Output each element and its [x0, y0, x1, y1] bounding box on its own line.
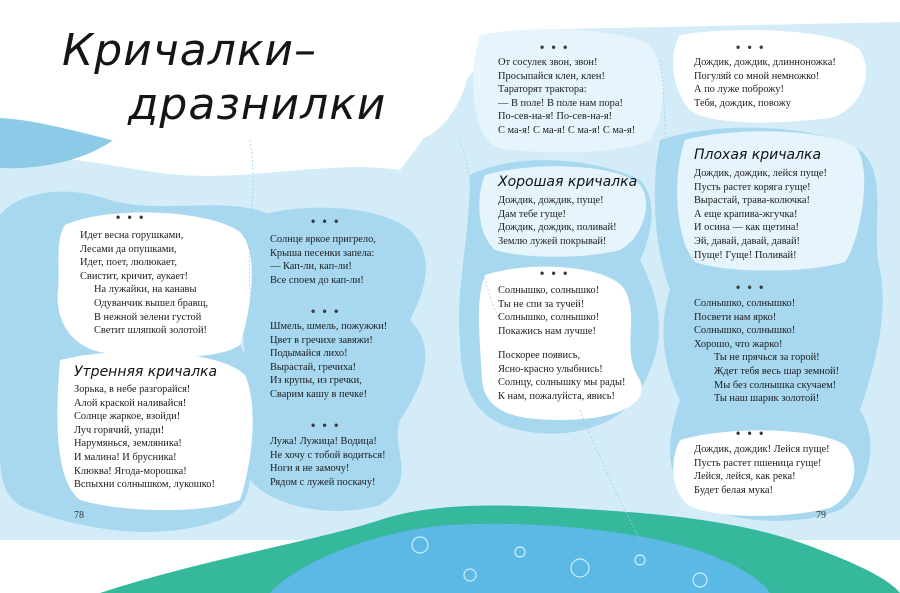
poem-line: Будет белая мука!	[694, 484, 773, 496]
poem-line: Дождик, дождик, поливай!	[498, 222, 617, 234]
poem-good	[498, 194, 617, 248]
poem-line: — В поле! В поле нам пора!	[498, 97, 623, 109]
poem-line: Солнцу, солнышку мы рады!	[498, 377, 626, 389]
poem-spring	[80, 229, 208, 338]
poem-morning	[74, 383, 215, 492]
poem-line: Пуще! Гуще! Поливай!	[694, 249, 797, 261]
poem-line: С ма-я! С ма-я! С ма-я! С ма-я!	[498, 124, 636, 136]
separator-dots: • • •	[736, 40, 766, 54]
page-title-line2: дразнилки	[128, 79, 387, 130]
poem-line: Солнышко, солнышко!	[694, 298, 796, 309]
poem-line: Покажись нам лучше!	[498, 325, 596, 337]
poem-line: Тараторят трактора:	[498, 84, 587, 96]
separator-dots: • • •	[540, 266, 570, 280]
poem-bumblebee	[270, 320, 387, 402]
poem-line: Алой краской наливайся!	[74, 397, 187, 409]
poem-line: — Кап-ли, кап-ли!	[270, 261, 352, 273]
poem-line: Солнышко, солнышко!	[498, 312, 600, 324]
poem-line: На лужайки, на канавы	[94, 284, 197, 296]
poem-line: Лейся, лейся, как река!	[694, 471, 796, 483]
poem-line: Солнце жаркое, взойди!	[74, 411, 181, 423]
poem-line: Крыша песенки запела:	[270, 247, 375, 259]
poem-line: Хорошо, что жарко!	[694, 338, 783, 350]
poem-line: Погуляй со мной немножко!	[694, 70, 820, 82]
poem-roof	[270, 233, 376, 287]
poem-line: Дождик, дождик, длинноножка!	[694, 57, 836, 68]
poem-sun-2	[694, 297, 839, 406]
poem-line: Посвети нам ярко!	[694, 311, 777, 323]
poem-line: Вырастай, трава-колючка!	[694, 195, 811, 207]
poem-line: Светит шляпкой золотой!	[94, 325, 207, 337]
separator-dots: • • •	[116, 210, 146, 224]
poem-line: Вспыхни солнышком, лукошко!	[74, 479, 215, 491]
poem-icicles	[498, 56, 635, 138]
separator-dots: • • •	[540, 40, 570, 54]
poem-line: Ты не спи за тучей!	[498, 298, 585, 310]
poem-line: Клюква! Ягода-морошка!	[74, 465, 187, 477]
page-number-left: 78	[74, 510, 84, 521]
page-title-line1: Кричалки–	[62, 25, 318, 76]
heading-morning: Утренняя кричалка	[74, 364, 218, 380]
poem-line: Ноги я не замочу!	[270, 463, 350, 475]
separator-dots: • • •	[311, 418, 341, 432]
poem-line: Не хочу с тобой водиться!	[270, 449, 386, 461]
poem-line: Дождик, дождик, лейся пуще!	[694, 168, 827, 179]
poem-line: Все споем до кап-ли!	[270, 274, 364, 286]
poem-line: Ждет тебя весь шар земной!	[714, 365, 840, 377]
poem-line: Пусть растет коряга гуще!	[694, 181, 811, 193]
separator-dots: • • •	[736, 426, 766, 440]
poem-line: К нам, пожалуйста, явись!	[498, 390, 615, 402]
poem-sun-1b	[498, 349, 625, 403]
poem-line: И малина! И брусника!	[74, 451, 177, 463]
separator-dots: • • •	[736, 280, 766, 294]
poem-line: Дам тебе гуще!	[498, 208, 566, 220]
poem-line: Ты не прячься за горой!	[714, 352, 820, 364]
poem-line: Эй, давай, давай, давай!	[694, 235, 800, 247]
poem-sun-1a	[498, 284, 599, 338]
poem-line: Нарумянься, земляника!	[74, 438, 182, 450]
poem-line: Подымайся лихо!	[270, 348, 348, 360]
poem-puddle	[270, 435, 386, 489]
poem-bad	[694, 167, 827, 262]
poem-line: Солнышко, солнышко!	[498, 285, 600, 296]
poem-rain-wheat	[694, 443, 830, 497]
poem-line: Сварим кашу в печке!	[270, 388, 368, 400]
poem-line: Солнце яркое пригрело,	[270, 234, 376, 245]
poem-line: Мы без солнышка скучаем!	[714, 379, 837, 391]
poem-line: Ты наш шарик золотой!	[714, 393, 820, 405]
poem-line: Зорька, в небе разгорайся!	[74, 384, 191, 395]
poem-line: Идет, поет, люлюкает,	[80, 257, 177, 269]
separator-dots: • • •	[311, 214, 341, 228]
poem-line: Пусть растет пшеница гуще!	[694, 457, 822, 469]
poem-line: И осина — как щетина!	[694, 222, 799, 234]
poem-line: По-сев-на-я! По-сев-на-я!	[498, 111, 613, 123]
poem-line: Землю лужей покрывай!	[498, 235, 607, 247]
page-number-right: 79	[816, 510, 826, 521]
poem-line: Вырастай, гречиха!	[270, 361, 357, 373]
poem-line: Одуванчик вышел бравщ,	[94, 297, 209, 309]
poem-line: Цвет в гречихе завяжи!	[270, 334, 373, 346]
poem-line: Солнышко, солнышко!	[694, 325, 796, 337]
poem-line: Дождик, дождик! Лейся пуще!	[694, 444, 830, 455]
poem-line: От сосулек звон, звон!	[498, 57, 598, 68]
poem-line: Ясно-красно улыбнись!	[498, 363, 603, 375]
poem-line: Лужа! Лужица! Водица!	[270, 436, 377, 447]
separator-dots: • • •	[311, 304, 341, 318]
poem-line: Рядом с лужей поскачу!	[270, 476, 376, 488]
poem-line: Лесами да опушками,	[80, 243, 177, 255]
poem-line: Из крупы, из гречки,	[270, 375, 362, 387]
poem-line: В нежной зелени густой	[94, 311, 202, 323]
poem-line: Свистит, кричит, аукает!	[80, 270, 189, 282]
poem-line: Луч горячий, упади!	[74, 424, 165, 436]
poem-line: Просыпайся клен, клен!	[498, 70, 605, 82]
poem-line: А по луже поброжу!	[694, 84, 784, 96]
heading-bad: Плохая кричалка	[694, 147, 822, 163]
poem-line: Тебя, дождик, повожу	[694, 97, 791, 109]
poem-rain-longlegs	[694, 56, 836, 110]
poem-line: Дождик, дождик, пуще!	[498, 195, 604, 206]
poem-line: Идет весна горушками,	[80, 230, 184, 241]
heading-good: Хорошая кричалка	[498, 174, 638, 190]
poem-line: Шмель, шмель, пожужжи!	[270, 321, 388, 332]
poem-line: Поскорее появись,	[498, 350, 581, 361]
poem-line: А еще крапива-жгучка!	[694, 208, 798, 220]
